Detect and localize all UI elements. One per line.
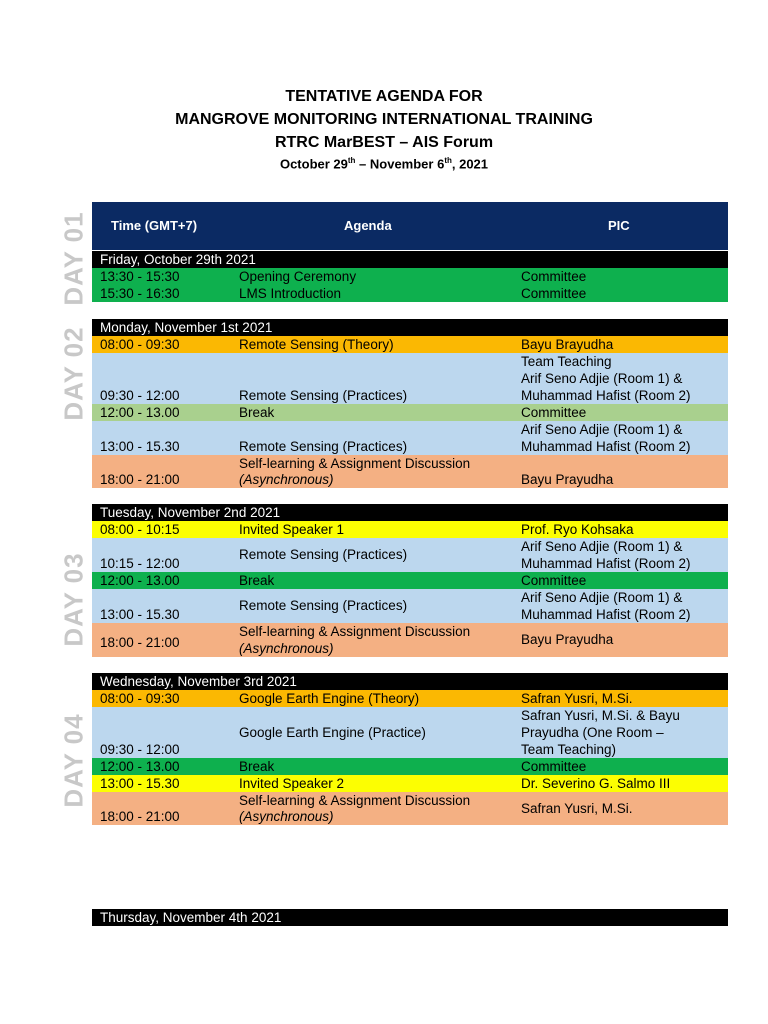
doc-title-line2: MANGROVE MONITORING INTERNATIONAL TRAINING [175, 111, 593, 128]
day-label-01: DAY 01 [58, 211, 89, 306]
table-header [92, 202, 728, 250]
day-label-03: DAY 03 [58, 552, 89, 647]
table-row: 12:00 - 13.00 Break Committee [92, 572, 728, 589]
table-row: 12:00 - 13.00 Break Committee [92, 404, 728, 421]
table-row: 09:30 - 12:00 Remote Sensing (Practices) Team Teaching Arif Seno Adjie (Room 1) & Muhammad Hafist (Room 2) [92, 353, 728, 404]
day-date-row: Thursday, November 4th 2021 [92, 909, 728, 926]
doc-title-line3: RTRC MarBEST – AIS Forum [274, 134, 494, 151]
day-date-row: Tuesday, November 2nd 2021 [92, 504, 728, 521]
table-row: 18:00 - 21:00 Self-learning & Assignment Discussion (Asynchronous) Bayu Prayudha [92, 623, 728, 657]
doc-title-line1: TENTATIVE AGENDA FOR [285, 88, 483, 105]
day-date-row: Wednesday, November 3rd 2021 [92, 673, 728, 690]
table-row: 13:00 - 15.30 Invited Speaker 2 Dr. Severino G. Salmo III [92, 775, 728, 792]
table-row: 13:00 - 15.30 Remote Sensing (Practices) Arif Seno Adjie (Room 1) & Muhammad Hafist (Room 2) [92, 589, 728, 623]
day-date-row: Monday, November 1st 2021 [92, 319, 728, 336]
doc-date-range: October 29th – November 6th, 2021 [279, 156, 489, 172]
table-row: 12:00 - 13.00 Break Committee [92, 758, 728, 775]
table-row: 08:00 - 09:30 Remote Sensing (Theory) Bayu Brayudha [92, 336, 728, 353]
day-label-02: DAY 02 [58, 326, 89, 421]
header-pic: PIC [608, 218, 630, 233]
header-time: Time (GMT+7) [111, 218, 198, 233]
table-row: 18:00 - 21:00 Self-learning & Assignment Discussion (Asynchronous) Bayu Prayudha [92, 455, 728, 488]
table-row: 18:00 - 21:00 Self-learning & Assignment Discussion (Asynchronous) Safran Yusri, M.Si. [92, 792, 728, 825]
day-date-row: Friday, October 29th 2021 [92, 251, 728, 268]
table-row: 10:15 - 12:00 Remote Sensing (Practices) Arif Seno Adjie (Room 1) & Muhammad Hafist (Room 2) [92, 538, 728, 572]
table-row: 08:00 - 09:30 Google Earth Engine (Theory) Safran Yusri, M.Si. [92, 690, 728, 707]
table-row: 08:00 - 10:15 Invited Speaker 1 Prof. Ryo Kohsaka [92, 521, 728, 538]
table-row: 13:30 - 15:30 Opening Ceremony Committee [92, 268, 728, 285]
table-row: 13:00 - 15.30 Remote Sensing (Practices) Arif Seno Adjie (Room 1) & Muhammad Hafist (Room 2) [92, 421, 728, 455]
day-label-04: DAY 04 [58, 713, 89, 808]
table-row: 09:30 - 12:00 Google Earth Engine (Practice) Safran Yusri, M.Si. & Bayu Prayudha (One Room – Team Teaching) [92, 707, 728, 758]
header-agenda: Agenda [344, 218, 392, 233]
table-row: 15:30 - 16:30 LMS Introduction Committee [92, 285, 728, 302]
